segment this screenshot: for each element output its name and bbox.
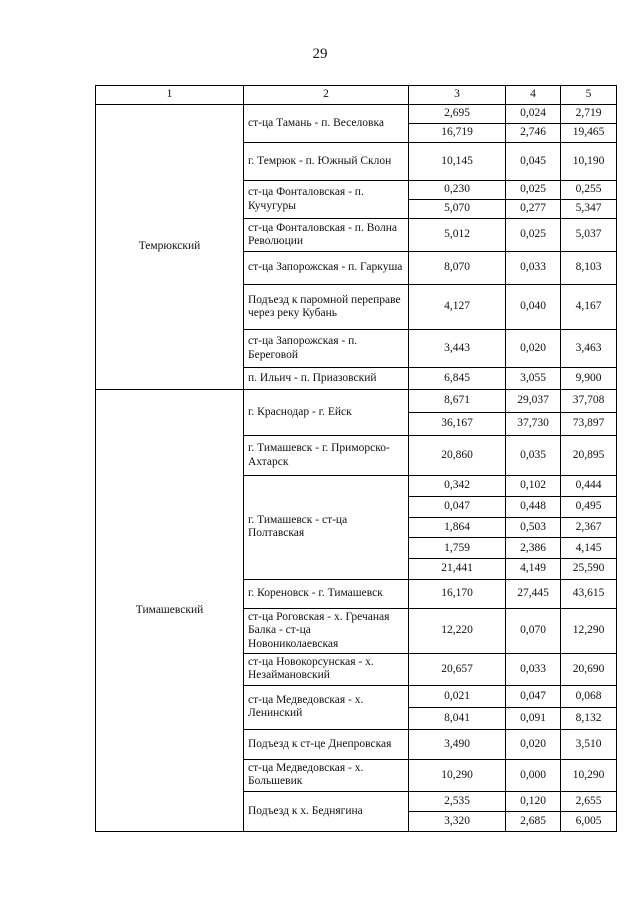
route-cell: ст-ца Фонталовская - п. Волна Революции xyxy=(244,219,409,252)
value-cell: 0,035 xyxy=(506,436,561,476)
value-cell: 0,024 xyxy=(506,105,561,124)
value-cell: 0,020 xyxy=(506,330,561,368)
value-cell: 10,290 xyxy=(561,759,617,791)
district-cell: Тимашевский xyxy=(96,390,244,832)
value-cell: 37,730 xyxy=(506,413,561,436)
value-cell: 8,132 xyxy=(561,707,617,729)
value-cell: 4,149 xyxy=(506,559,561,580)
value-cell: 20,895 xyxy=(561,436,617,476)
value-cell: 8,041 xyxy=(409,707,506,729)
value-cell: 3,055 xyxy=(506,368,561,390)
value-cell: 0,000 xyxy=(506,759,561,791)
table-row xyxy=(96,390,617,413)
value-cell: 29,037 xyxy=(506,390,561,413)
value-cell: 0,102 xyxy=(506,476,561,497)
value-cell: 0,120 xyxy=(506,791,561,811)
value-cell: 0,047 xyxy=(506,685,561,707)
header-col-4: 4 xyxy=(506,86,561,105)
value-cell: 2,685 xyxy=(506,811,561,831)
value-cell: 5,012 xyxy=(409,219,506,252)
value-cell: 0,091 xyxy=(506,707,561,729)
value-cell: 20,690 xyxy=(561,653,617,685)
value-cell: 16,719 xyxy=(409,124,506,143)
value-cell: 2,535 xyxy=(409,791,506,811)
value-cell: 16,170 xyxy=(409,579,506,608)
value-cell: 1,864 xyxy=(409,517,506,538)
table-row xyxy=(96,105,617,124)
value-cell: 36,167 xyxy=(409,413,506,436)
value-cell: 0,068 xyxy=(561,685,617,707)
district-cell: Темрюкский xyxy=(96,105,244,390)
value-cell: 5,037 xyxy=(561,219,617,252)
value-cell: 10,145 xyxy=(409,143,506,181)
value-cell: 6,005 xyxy=(561,811,617,831)
value-cell: 2,746 xyxy=(506,124,561,143)
value-cell: 12,290 xyxy=(561,608,617,653)
value-cell: 73,897 xyxy=(561,413,617,436)
route-cell: г. Темрюк - п. Южный Склон xyxy=(244,143,409,181)
route-cell: г. Тимашевск - г. Приморско-Ахтарск xyxy=(244,436,409,476)
value-cell: 0,025 xyxy=(506,219,561,252)
value-cell: 2,655 xyxy=(561,791,617,811)
value-cell: 21,441 xyxy=(409,559,506,580)
value-cell: 8,070 xyxy=(409,252,506,285)
value-cell: 0,230 xyxy=(409,181,506,200)
value-cell: 9,900 xyxy=(561,368,617,390)
value-cell: 2,719 xyxy=(561,105,617,124)
value-cell: 6,845 xyxy=(409,368,506,390)
value-cell: 3,463 xyxy=(561,330,617,368)
value-cell: 0,503 xyxy=(506,517,561,538)
value-cell: 0,045 xyxy=(506,143,561,181)
page-number: 29 xyxy=(312,46,328,62)
header-col-2: 2 xyxy=(244,86,409,105)
route-cell: ст-ца Медведовская - х. Большевик xyxy=(244,759,409,791)
value-cell: 0,444 xyxy=(561,476,617,497)
value-cell: 0,020 xyxy=(506,729,561,759)
value-cell: 10,190 xyxy=(561,143,617,181)
value-cell: 2,386 xyxy=(506,538,561,559)
route-cell: ст-ца Новокорсунская - х. Незаймановский xyxy=(244,653,409,685)
route-cell: г. Тимашевск - ст-ца Полтавская xyxy=(244,476,409,580)
value-cell: 37,708 xyxy=(561,390,617,413)
value-cell: 0,033 xyxy=(506,653,561,685)
route-cell: ст-ца Тамань - п. Веселовка xyxy=(244,105,409,143)
route-cell: ст-ца Запорожская - п. Береговой xyxy=(244,330,409,368)
header-col-1: 1 xyxy=(96,86,244,105)
value-cell: 20,860 xyxy=(409,436,506,476)
route-cell: ст-ца Медведовская - х. Ленинский xyxy=(244,685,409,729)
route-cell: ст-ца Роговская - х. Гречаная Балка - ст-ца Новониколаевская xyxy=(244,608,409,653)
value-cell: 0,277 xyxy=(506,200,561,219)
route-cell: г. Кореновск - г. Тимашевск xyxy=(244,579,409,608)
value-cell: 0,448 xyxy=(506,496,561,517)
route-cell: ст-ца Запорожская - п. Гаркуша xyxy=(244,252,409,285)
route-cell: г. Краснодар - г. Ейск xyxy=(244,390,409,436)
value-cell: 4,145 xyxy=(561,538,617,559)
value-cell: 3,443 xyxy=(409,330,506,368)
data-table xyxy=(95,85,617,832)
value-cell: 3,320 xyxy=(409,811,506,831)
value-cell: 12,220 xyxy=(409,608,506,653)
header-row xyxy=(96,86,617,105)
value-cell: 0,025 xyxy=(506,181,561,200)
value-cell: 20,657 xyxy=(409,653,506,685)
value-cell: 0,021 xyxy=(409,685,506,707)
route-cell: ст-ца Фонталовская - п. Кучугуры xyxy=(244,181,409,219)
value-cell: 8,671 xyxy=(409,390,506,413)
value-cell: 0,070 xyxy=(506,608,561,653)
value-cell: 8,103 xyxy=(561,252,617,285)
value-cell: 0,047 xyxy=(409,496,506,517)
value-cell: 10,290 xyxy=(409,759,506,791)
value-cell: 0,040 xyxy=(506,285,561,330)
value-cell: 0,033 xyxy=(506,252,561,285)
route-cell: Подъезд к паромной переправе через реку Кубань xyxy=(244,285,409,330)
value-cell: 27,445 xyxy=(506,579,561,608)
value-cell: 3,510 xyxy=(561,729,617,759)
value-cell: 3,490 xyxy=(409,729,506,759)
value-cell: 5,347 xyxy=(561,200,617,219)
value-cell: 5,070 xyxy=(409,200,506,219)
value-cell: 4,167 xyxy=(561,285,617,330)
value-cell: 1,759 xyxy=(409,538,506,559)
value-cell: 25,590 xyxy=(561,559,617,580)
value-cell: 0,495 xyxy=(561,496,617,517)
value-cell: 43,615 xyxy=(561,579,617,608)
header-col-3: 3 xyxy=(409,86,506,105)
value-cell: 0,255 xyxy=(561,181,617,200)
value-cell: 0,342 xyxy=(409,476,506,497)
route-cell: п. Ильич - п. Приазовский xyxy=(244,368,409,390)
header-col-5: 5 xyxy=(561,86,617,105)
route-cell: Подъезд к х. Беднягина xyxy=(244,791,409,831)
value-cell: 4,127 xyxy=(409,285,506,330)
value-cell: 19,465 xyxy=(561,124,617,143)
route-cell: Подъезд к ст-це Днепровская xyxy=(244,729,409,759)
value-cell: 2,695 xyxy=(409,105,506,124)
value-cell: 2,367 xyxy=(561,517,617,538)
